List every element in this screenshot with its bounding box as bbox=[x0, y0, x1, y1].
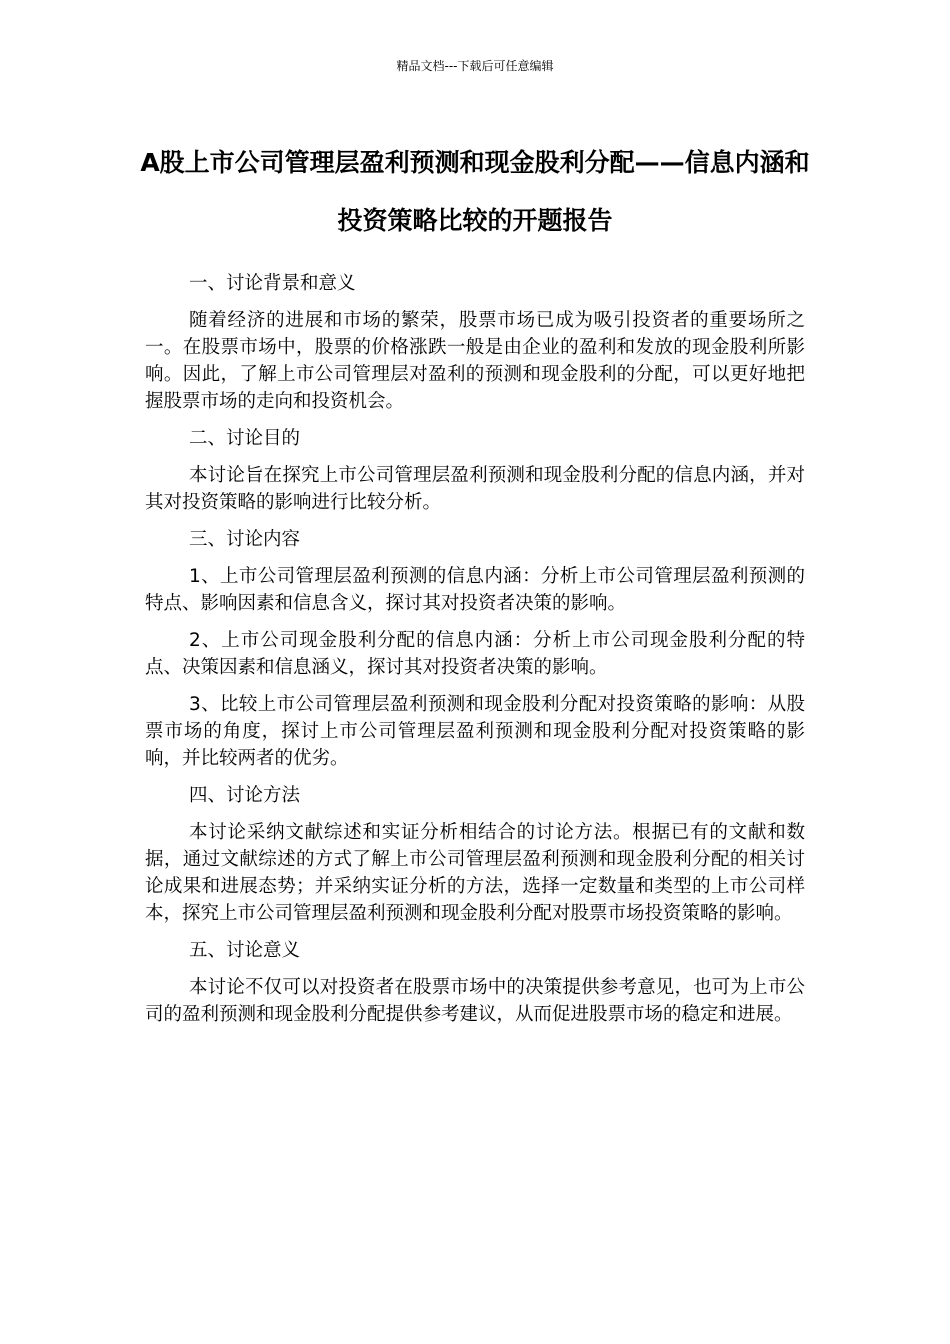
document-title: A股上市公司管理层盈利预测和现金股利分配——信息内涵和投资策略比较的开题报告 bbox=[140, 148, 810, 235]
section-heading-method: 四、讨论方法 bbox=[189, 785, 301, 806]
section-paragraph: 1、上市公司管理层盈利预测的信息内涵：分析上市公司管理层盈利预测的特点、影响因素和信息含义，探讨其对投资者决策的影响。 bbox=[145, 566, 805, 614]
section-heading-background: 一、讨论背景和意义 bbox=[189, 273, 356, 294]
section-heading-significance: 五、讨论意义 bbox=[189, 940, 301, 961]
header-note: 精品文档---下载后可任意编辑 bbox=[396, 59, 554, 73]
section-heading-purpose: 二、讨论目的 bbox=[189, 428, 301, 449]
section-paragraph: 本讨论旨在探究上市公司管理层盈利预测和现金股利分配的信息内涵，并对其对投资策略的影响进行比较分析。 bbox=[145, 465, 805, 513]
section-paragraph: 3、比较上市公司管理层盈利预测和现金股利分配对投资策略的影响：从股票市场的角度，探讨上市公司管理层盈利预测和现金股利分配对投资策略的影响，并比较两者的优劣。 bbox=[145, 694, 805, 769]
section-paragraph: 2、上市公司现金股利分配的信息内涵：分析上市公司现金股利分配的特点、决策因素和信息涵义，探讨其对投资者决策的影响。 bbox=[145, 630, 805, 678]
document-body bbox=[145, 270, 805, 1038]
section-paragraph: 本讨论不仅可以对投资者在股票市场中的决策提供参考意见，也可为上市公司的盈利预测和现金股利分配提供参考建议，从而促进股票市场的稳定和进展。 bbox=[145, 977, 805, 1025]
section-paragraph: 随着经济的进展和市场的繁荣，股票市场已成为吸引投资者的重要场所之一。在股票市场中，股票的价格涨跌一般是由企业的盈利和发放的现金股利所影响。因此，了解上市公司管理层对盈利的预测和现金股利的分配，可以更好地把握股票市场的走向和投资机会。 bbox=[145, 310, 805, 412]
section-paragraph: 本讨论采纳文献综述和实证分析相结合的讨论方法。根据已有的文献和数据，通过文献综述的方式了解上市公司管理层盈利预测和现金股利分配的相关讨论成果和进展态势；并采纳实证分析的方法，选择一定数量和类型的上市公司样本，探究上市公司管理层盈利预测和现金股利分配对股票市场投资策略的影响。 bbox=[145, 822, 805, 924]
section-heading-content: 三、讨论内容 bbox=[189, 529, 301, 550]
